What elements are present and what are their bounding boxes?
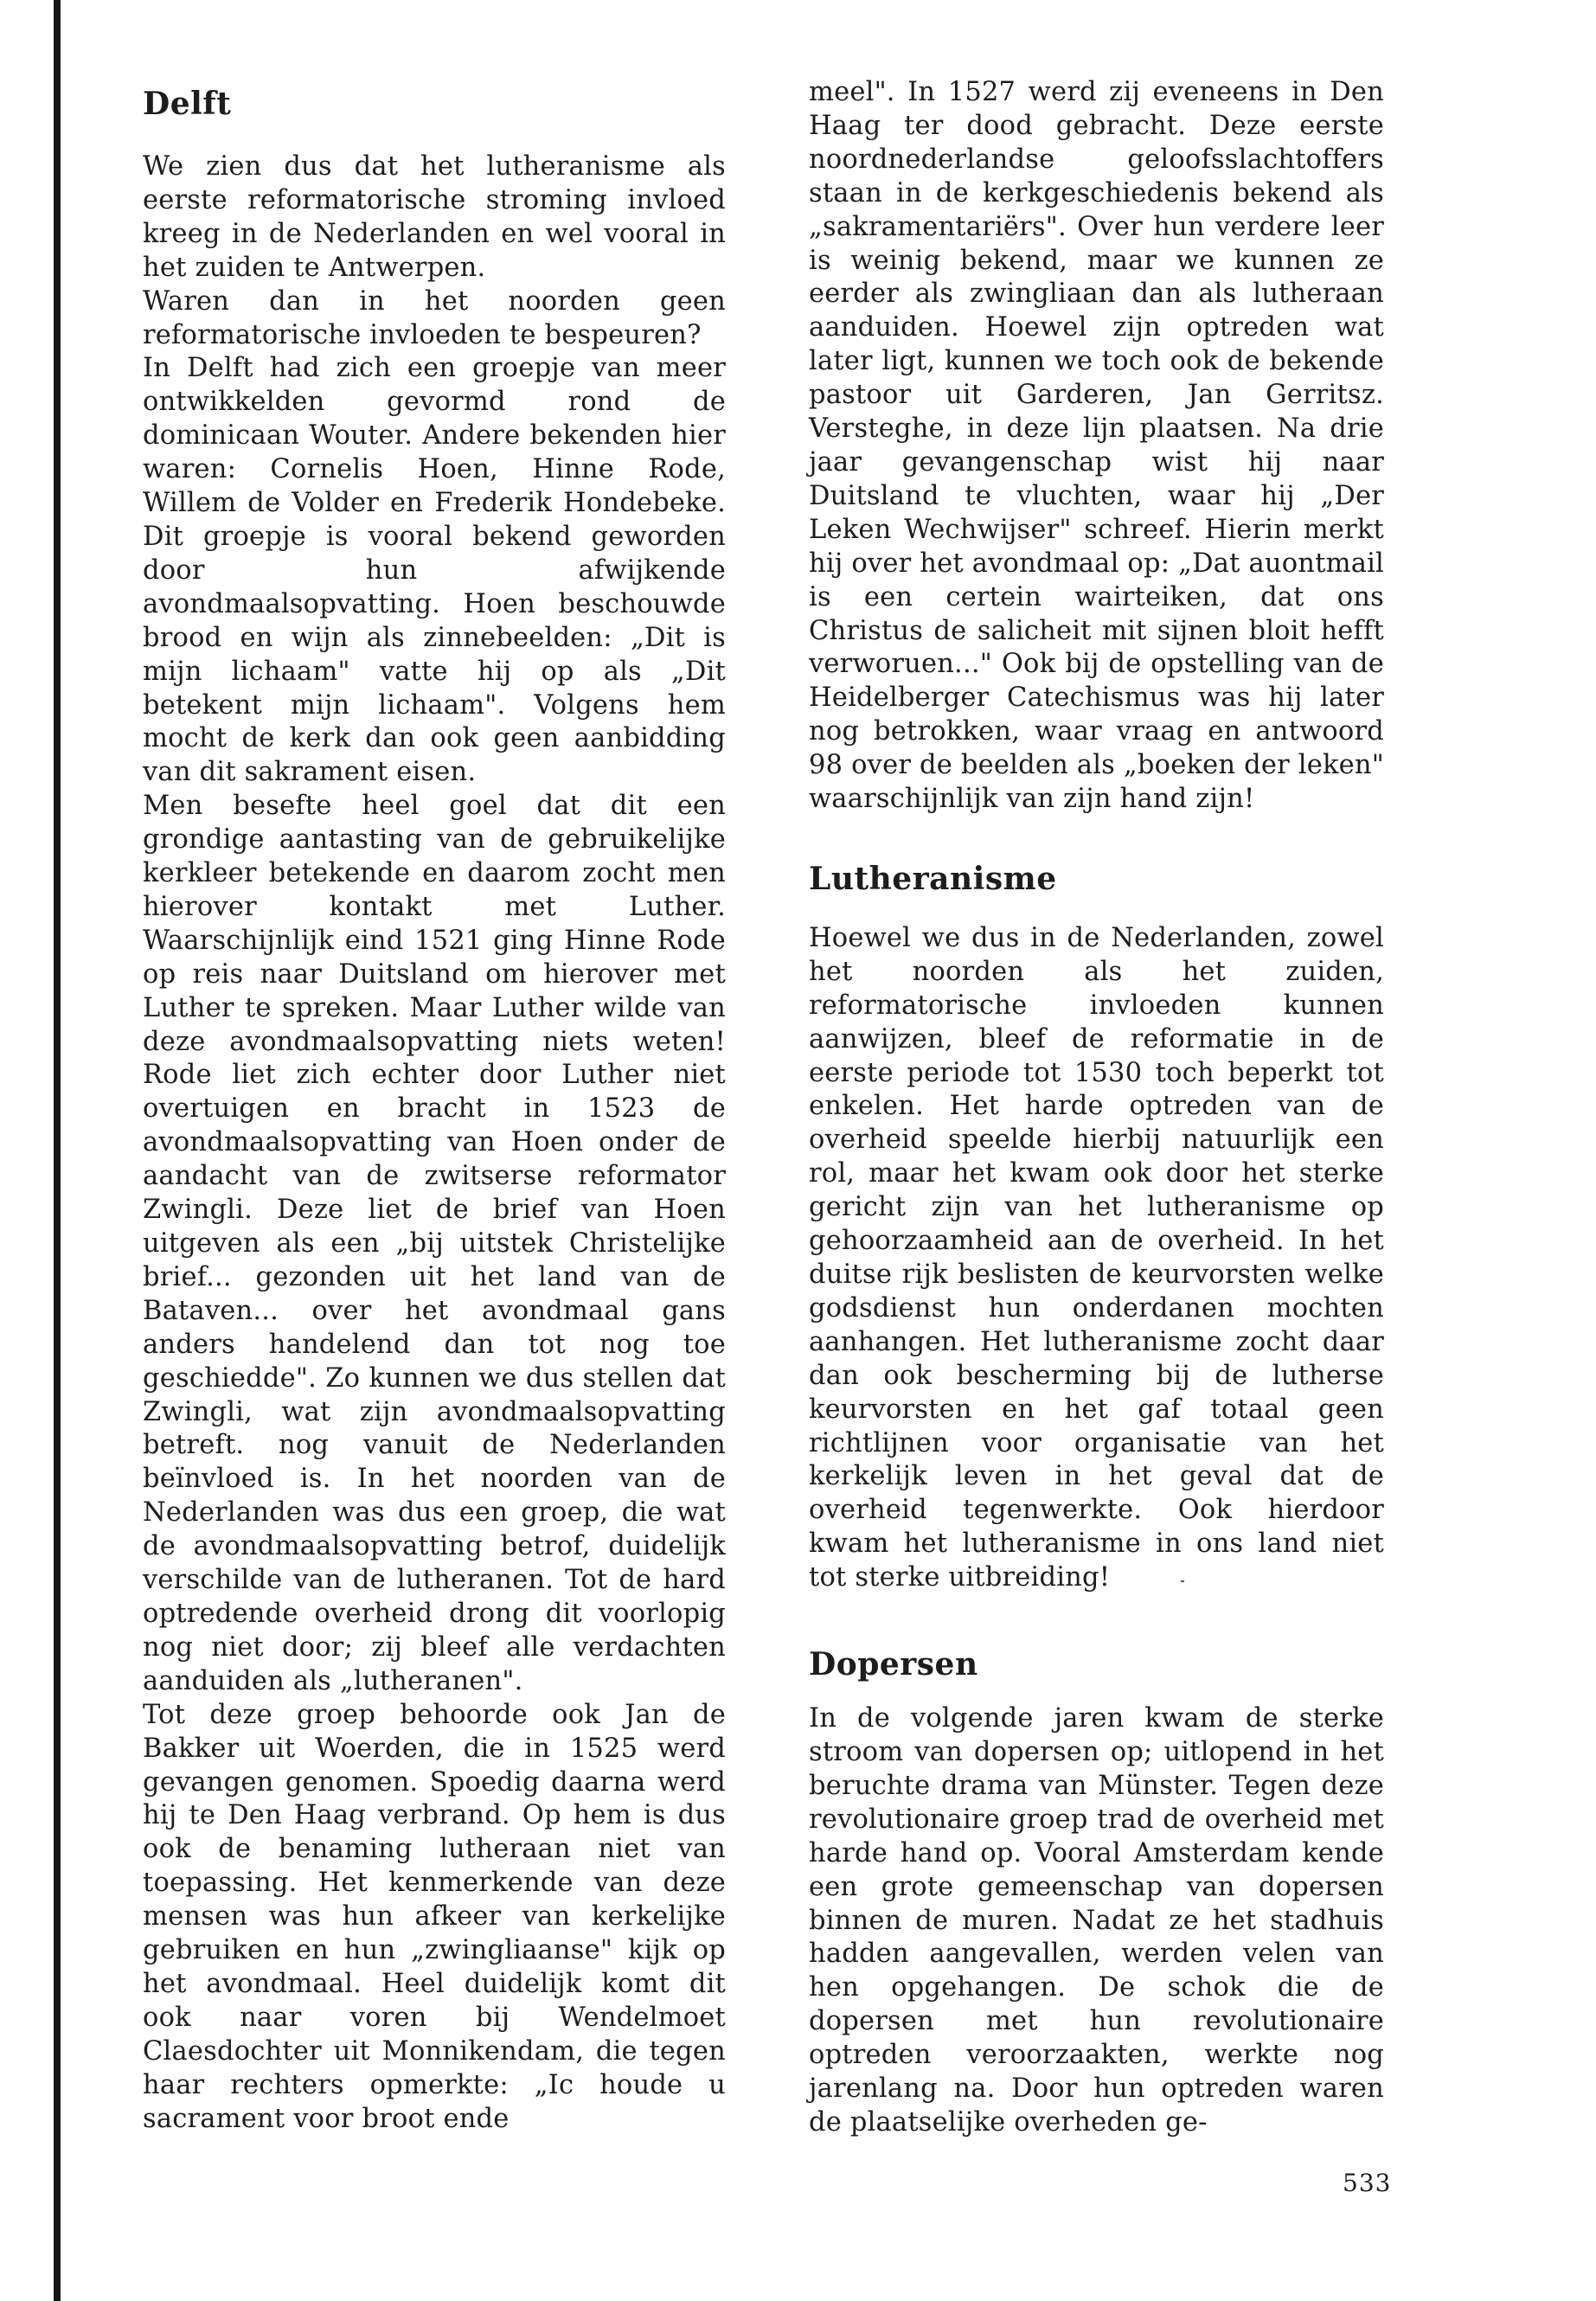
- paragraph-dopersen: In de volgende jaren kwam de sterke stroom van dopersen op; uitlopend in het beruchte drama van Münster. Tegen deze revolutionaire groep trad de overheid met harde hand op. Vooral Amsterdam kende een grote gemeenschap van dopersen binnen de muren. Nadat ze het stadhuis hadden aangevallen, werden velen van hen opgehangen. De schok die de dopersen met hun revolutionaire optreden veroorzaakten, werkte nog jarenlang na. Door hun optreden waren de plaatselijke overheden ge-: [809, 1703, 1384, 2138]
- scan-edge-line: [54, 0, 61, 2301]
- paragraph-intro: We zien dus dat het lutheranisme als eerste reformatorische stroming invloed kreeg in de Nederlanden en wel vooral in het zuiden te Antwerpen.: [143, 151, 726, 283]
- paragraph-jan-de-bakker: Tot deze groep behoorde ook Jan de Bakker uit Woerden, die in 1525 werd gevangen genomen. Spoedig daarna werd hij te Den Haag verbrand. Op hem is dus ook de benaming lutheraan niet van toepassing. Het kenmerkende van deze mensen was hun afkeer van kerkelijke gebruiken en hun „zwingliaanse" kijk op het avondmaal. Heel duidelijk komt dit ook naar voren bij Wendelmoet Claesdochter uit Monnikendam, die tegen haar rechters opmerkte: „Ic houde u sacrament voor broot ende: [143, 1699, 726, 2134]
- paragraph-question: Waren dan in het noorden geen reformatorische invloeden te bespeuren?: [143, 285, 726, 350]
- paragraph-delft-group: In Delft had zich een groepje van meer ontwikkelden gevormd rond de dominicaan Wouter. Andere bekenden hier waren: Cornelis Hoen, Hinne Rode, Willem de Volder en Frederik Hondebeke. Dit groepje is vooral bekend geworden door hun afwijkende avondmaalsopvatting. Hoen beschouwde brood en wijn als zinnebeelden: „Dit is mijn lichaam" vatte hij op als „Dit betekent mijn lichaam". Volgens hem mocht de kerk dan ook geen aanbidding van dit sakrament eisen.: [143, 353, 726, 788]
- heading-delft: Delft: [143, 86, 232, 122]
- left-column: [143, 76, 726, 2136]
- right-column: [809, 76, 1384, 2140]
- heading-dopersen: Dopersen: [809, 1646, 978, 1683]
- heading-lutheranisme: Lutheranisme: [809, 860, 1057, 897]
- scan-speck: [1181, 1580, 1184, 1582]
- paragraph-luther-contact: Men besefte heel goel dat dit een grondige aantasting van de gebruikelijke kerkleer betekende en daarom zocht men hierover kontakt met Luther. Waarschijnlijk eind 1521 ging Hinne Rode op reis naar Duitsland om hierover met Luther te spreken. Maar Luther wilde van deze avondmaalsopvatting niets weten! Rode liet zich echter door Luther niet overtuigen en bracht in 1523 de avondmaalsopvatting van Hoen onder de aandacht van de zwitserse reformator Zwingli. Deze liet de brief van Hoen uitgeven als een „bij uitstek Christelijke brief... gezonden uit het land van de Bataven... over het avondmaal gans anders handelend dan tot nog toe geschiedde". Zo kunnen we dus stellen dat Zwingli, wat zijn avondmaalsopvatting betreft. nog vanuit de Nederlanden beïnvloed is. In het noorden van de Nederlanden was dus een groep, die wat de avondmaalsopvatting betrof, duidelijk verschilde van de lutheranen. Tot de hard optredende overheid drong dit voorlopig nog niet door; zij bleef alle verdachten aanduiden als „lutheranen".: [143, 791, 726, 1696]
- page-number: 533: [1343, 2169, 1392, 2197]
- paragraph-lutheranisme: Hoewel we dus in de Nederlanden, zowel het noorden als het zuiden, reformatorische invloeden kunnen aanwijzen, bleef de reformatie in de eerste periode tot 1530 toch beperkt tot enkelen. Het harde optreden van de overheid speelde hierbij natuurlijk een rol, maar het kwam ook door het sterke gericht zijn van het lutheranisme op gehoorzaamheid aan de overheid. In het duitse rijk beslisten de keurvorsten welke godsdienst hun onderdanen mochten aanhangen. Het lutheranisme zocht daar dan ook bescherming bij de lutherse keurvorsten en het gaf totaal geen richtlijnen voor organisatie van het kerkelijk leven in het geval dat de overheid tegenwerkte. Ook hierdoor kwam het lutheranisme in ons land niet tot sterke uitbreiding!: [809, 922, 1384, 1593]
- paragraph-continuation: meel". In 1527 werd zij eveneens in Den Haag ter dood gebracht. Deze eerste noordnederlandse geloofsslachtoffers staan in de kerkgeschiedenis bekend als „sakramentariërs". Over hun verdere leer is weinig bekend, maar we kunnen ze eerder als zwingliaan dan als lutheraan aanduiden. Hoewel zijn optreden wat later ligt, kunnen we toch ook de bekende pastoor uit Garderen, Jan Gerritsz. Versteghe, in deze lijn plaatsen. Na drie jaar gevangenschap wist hij naar Duitsland te vluchten, waar hij „Der Leken Wechwijser" schreef. Hierin merkt hij over het avondmaal op: „Dat auontmail is een certein wairteiken, dat ons Christus de salicheit mit sijnen bloit hefft verworuen..." Ook bij de opstelling van de Heidelberger Catechismus was hij later nog betrokken, waar vraag en antwoord 98 over de beelden als „boeken der leken" waarschijnlijk van zijn hand zijn!: [809, 77, 1384, 815]
